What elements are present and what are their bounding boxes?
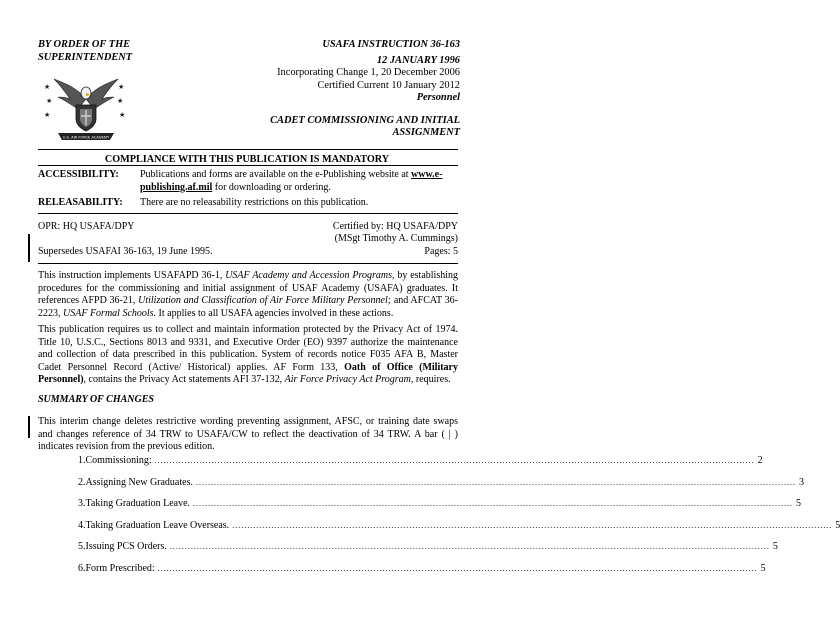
toc-entry[interactable] bbox=[78, 455, 763, 468]
toc-page-number: 5 bbox=[796, 498, 802, 509]
svg-text:★: ★ bbox=[118, 83, 125, 91]
revision-bar bbox=[28, 234, 30, 262]
authority-line-1: BY ORDER OF THE bbox=[38, 39, 131, 50]
toc-number: 4. bbox=[78, 519, 86, 531]
accessibility-text bbox=[140, 169, 458, 194]
intro-text: It applies to all USAFA agencies involved in these actions. bbox=[156, 307, 394, 319]
toc-page-number: 3 bbox=[798, 476, 804, 488]
e-publishing-link[interactable]: www.e-publishing.af.mil bbox=[140, 169, 443, 193]
revision-bar bbox=[28, 416, 30, 438]
instruction-number: USAFA INSTRUCTION 36-163 bbox=[322, 39, 460, 50]
privacy-text: This publication requires us to collect and maintain information protected by the Privacy Act of 1974. Title 10, U.S.C., Sections 8013 and 9331, and Executive Order (EO) 9397 authorize the maintenance and collection of data prescribed in this publication. System of records notice F035 AFA B, Master Cadet Personnel Record (Active/ Historical) applies. AF Form 133, bbox=[38, 324, 458, 373]
certified-by: Certified by: HQ USAFA/DPY bbox=[332, 221, 458, 232]
toc-title: Commissioning: bbox=[85, 455, 152, 466]
divider bbox=[38, 263, 458, 264]
svg-text:★: ★ bbox=[117, 97, 124, 105]
document-title-1: CADET COMMISSIONING AND INITIAL bbox=[270, 114, 460, 126]
supersedes: Supersedes USAFAI 36-163, 19 June 1995. bbox=[38, 246, 213, 257]
summary-text: This interim change deletes restrictive wording preventing assignment, AFSC, or training date swaps and changes reference of 34 TRW to USAFA/CW to reflect the deactivation of 34 TRW. A bar ( | ) indicates revision from the previous edition. bbox=[38, 416, 458, 453]
toc-page-number: 2 bbox=[757, 455, 763, 466]
toc-leader-dots: ........................................................................................................................................................................................................ bbox=[195, 477, 796, 487]
intro-ref-title: USAF Formal Schools. bbox=[63, 307, 157, 319]
toc-title: Form Prescribed: bbox=[85, 562, 155, 574]
certified-current: Certified Current 10 January 2012 bbox=[317, 79, 460, 91]
intro-ref-title: USAF Academy and Accession Programs, bbox=[225, 270, 395, 281]
toc-number: 6. bbox=[78, 562, 86, 574]
toc-number: 1. bbox=[78, 455, 86, 466]
change-note: Incorporating Change 1, 20 December 2006 bbox=[277, 67, 460, 78]
toc-entry[interactable] bbox=[78, 541, 778, 554]
svg-text:★: ★ bbox=[119, 111, 126, 119]
privacy-text: , contains the Privacy Act statements AFI 37-132, bbox=[83, 374, 285, 386]
toc-entry[interactable] bbox=[78, 498, 802, 511]
seal-banner-text: U.S. AIR FORCE ACADEMY bbox=[62, 135, 110, 140]
publication-date: 12 JANUARY 1996 bbox=[376, 54, 460, 66]
toc-entry[interactable] bbox=[78, 562, 766, 576]
document-title-2: ASSIGNMENT bbox=[392, 127, 460, 138]
toc-page-number: 5 bbox=[760, 562, 766, 574]
svg-text:★: ★ bbox=[44, 111, 51, 119]
toc-leader-dots: ........................................................................................................................................................................................................ bbox=[157, 563, 758, 573]
toc-leader-dots: ........................................................................................................................................................................................................ bbox=[232, 520, 833, 530]
releasability-text: There are no releasability restrictions on this publication. bbox=[140, 197, 369, 208]
toc-leader-dots: ........................................................................................................................................................................................................ bbox=[193, 499, 794, 508]
divider bbox=[38, 213, 458, 214]
intro-ref-title: Utilization and Classification of Air Force Military Personnel; bbox=[138, 295, 392, 307]
opr: OPR: HQ USAFA/DPY bbox=[38, 221, 135, 232]
intro-text: and AFCAT 36-2223, bbox=[38, 295, 458, 319]
releasability-label: RELEASABILITY: bbox=[38, 197, 123, 208]
toc-title: Assigning New Graduates. bbox=[85, 476, 193, 488]
compliance-statement: COMPLIANCE WITH THIS PUBLICATION IS MANDATORY bbox=[104, 154, 390, 165]
toc-title: Taking Graduation Leave Overseas. bbox=[85, 519, 230, 531]
toc-number: 2. bbox=[78, 476, 86, 488]
intro-text: This instruction implements USAFAPD 36-1, bbox=[38, 270, 226, 281]
svg-text:★: ★ bbox=[44, 83, 51, 91]
document-header bbox=[270, 39, 460, 140]
divider bbox=[38, 165, 458, 166]
program-title: Air Force Privacy Act Program, bbox=[284, 374, 414, 386]
accessibility-text-1: Publications and forms are available on the e-Publishing website at bbox=[140, 169, 409, 180]
usafa-seal-logo bbox=[40, 69, 132, 147]
accessibility-text-2: for downloading or ordering. bbox=[212, 181, 331, 193]
toc-leader-dots: ........................................................................................................................................................................................................ bbox=[169, 542, 770, 551]
divider bbox=[38, 149, 458, 150]
toc-page-number: 5 bbox=[835, 519, 840, 531]
issuing-authority bbox=[38, 39, 132, 64]
toc-title: Taking Graduation Leave. bbox=[85, 498, 191, 509]
toc-number: 3. bbox=[78, 498, 86, 509]
toc-title: Issuing PCS Orders. bbox=[85, 541, 167, 552]
summary-heading: SUMMARY OF CHANGES bbox=[38, 394, 154, 405]
toc-number: 5. bbox=[78, 541, 86, 552]
certifier: (MSgt Timothy A. Cummings) bbox=[334, 233, 458, 244]
form-title: Oath of Office (Military Personnel) bbox=[38, 361, 458, 386]
toc-entry[interactable] bbox=[78, 476, 804, 490]
svg-text:★: ★ bbox=[46, 97, 53, 105]
authority-line-2: SUPERINTENDENT bbox=[38, 51, 133, 63]
accessibility-label: ACCESSIBILITY: bbox=[38, 169, 119, 180]
intro-text: by establishing procedures for the commissioning and initial assignment of USAF Academy (USAFA) graduates. It references AFPD 36-21, bbox=[38, 270, 459, 307]
toc-leader-dots: ........................................................................................................................................................................................................ bbox=[154, 456, 755, 465]
toc-page-number: 5 bbox=[772, 541, 778, 552]
category: Personnel bbox=[416, 92, 460, 103]
intro-paragraph-1 bbox=[38, 270, 458, 320]
toc-entry[interactable] bbox=[78, 519, 840, 533]
page-count: Pages: 5 bbox=[424, 246, 458, 257]
privacy-paragraph bbox=[38, 324, 458, 387]
privacy-text: requires. bbox=[413, 374, 451, 386]
